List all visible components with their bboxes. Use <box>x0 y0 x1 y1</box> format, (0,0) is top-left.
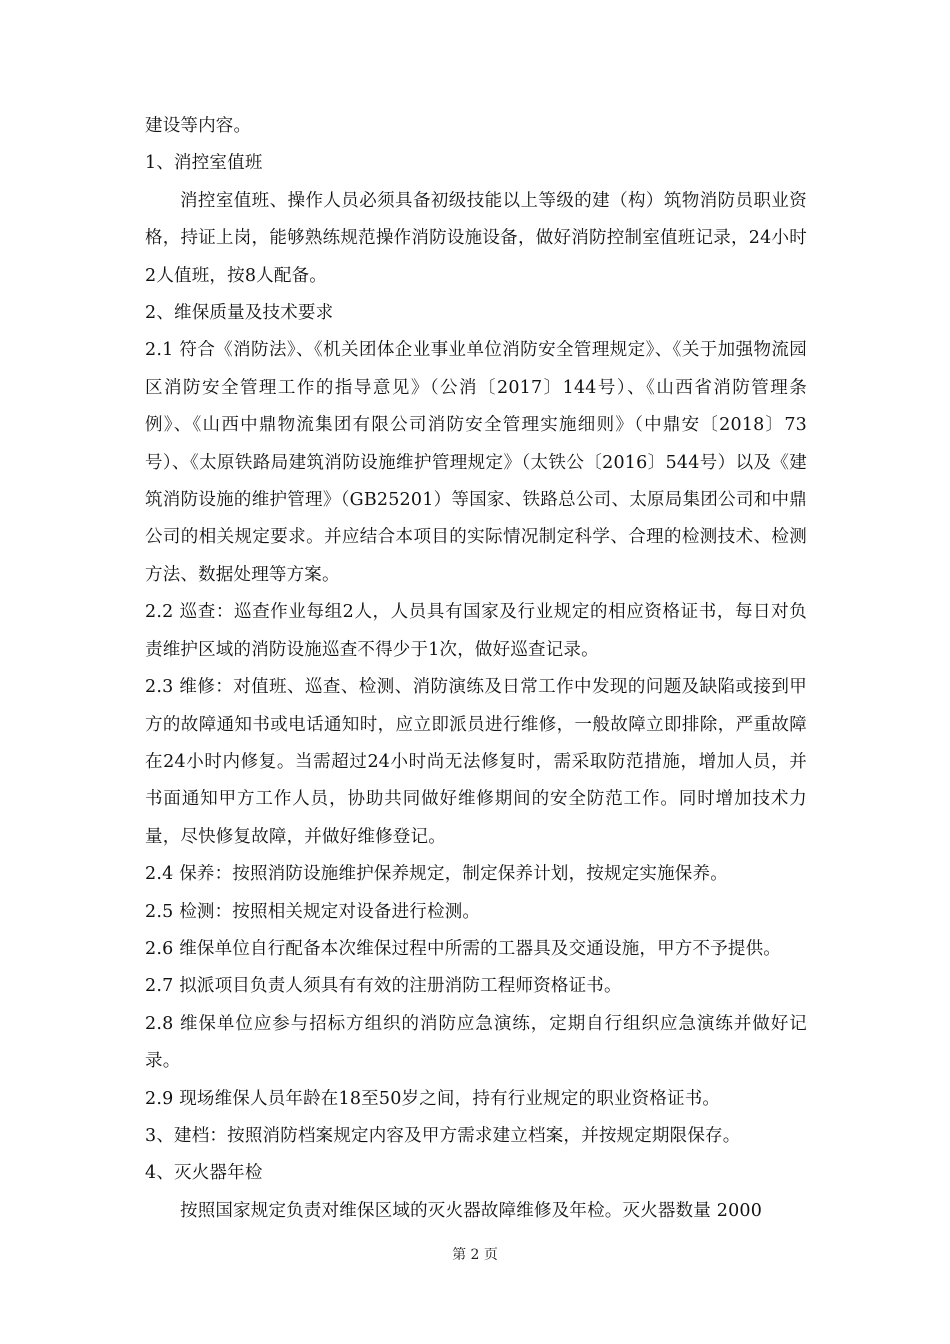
clause-2-2: 2.2 巡查：巡查作业每组2人，人员具有国家及行业规定的相应资格证书，每日对负责维护区域的消防设施巡查不得少于1次，做好巡查记录。 <box>145 602 807 660</box>
section-heading-extinguisher: 4、灭火器年检 <box>145 1163 263 1184</box>
section-heading-duty: 1、消控室值班 <box>145 153 263 174</box>
paragraph-duty: 消控室值班、操作人员必须具备初级技能以上等级的建（构）筑物消防员职业资格，持证上岗，能够熟练规范操作消防设施设备，做好消防控制室值班记录，24小时2人值班，按8人配备。 <box>145 190 807 286</box>
paragraph-continuation: 建设等内容。 <box>145 116 252 136</box>
section-heading-archive: 3、建档：按照消防档案规定内容及甲方需求建立档案，并按规定期限保存。 <box>145 1125 741 1146</box>
clause-2-1: 2.1 符合《消防法》、《机关团体企业事业单位消防安全管理规定》、《关于加强物流园区消防安全管理工作的指导意见》（公消〔2017〕144号）、《山西省消防管理条例》、《山西中鼎物流集团有限公司消防安全管理实施细则》（中鼎安〔2018〕73号）、《太原铁路局建筑消防设施维护管理规定》（太铁公〔2016〕544号）以及《建筑消防设施的维护管理》（GB25201）等国家、铁路总公司、太原局集团公司和中鼎公司的相关规定要求。并应结合本项目的实际情况制定科学、合理的检测技术、检测方法、数据处理等方案。 <box>145 340 807 585</box>
clause-2-9: 2.9 现场维保人员年龄在18至50岁之间，持有行业规定的职业资格证书。 <box>145 1088 721 1109</box>
clause-2-8: 2.8 维保单位应参与招标方组织的消防应急演练，定期自行组织应急演练并做好记录。 <box>145 1013 807 1072</box>
document-body <box>145 108 807 1230</box>
section-heading-quality: 2、维保质量及技术要求 <box>145 303 334 324</box>
clause-2-3: 2.3 维修：对值班、巡查、检测、消防演练及日常工作中发现的问题及缺陷或接到甲方的故障通知书或电话通知时，应立即派员进行维修，一般故障立即排除，严重故障在24小时内修复。当需超过24小时尚无法修复时，需采取防范措施，增加人员，并书面通知甲方工作人员，协助共同做好维修期间的安全防范工作。同时增加技术力量，尽快修复故障，并做好维修登记。 <box>145 677 807 847</box>
clause-2-6: 2.6 维保单位自行配备本次维保过程中所需的工器具及交通设施，甲方不予提供。 <box>145 938 781 959</box>
paragraph-extinguisher: 按照国家规定负责对维保区域的灭火器故障维修及年检。灭火器数量 2000 <box>180 1200 763 1221</box>
clause-2-7: 2.7 拟派项目负责人须具有有效的注册消防工程师资格证书。 <box>145 976 622 997</box>
clause-2-4: 2.4 保养：按照消防设施维护保养规定，制定保养计划，按规定实施保养。 <box>145 864 728 885</box>
clause-2-5: 2.5 检测：按照相关规定对设备进行检测。 <box>145 901 481 922</box>
page-number: 第 2 页 <box>452 1247 498 1263</box>
